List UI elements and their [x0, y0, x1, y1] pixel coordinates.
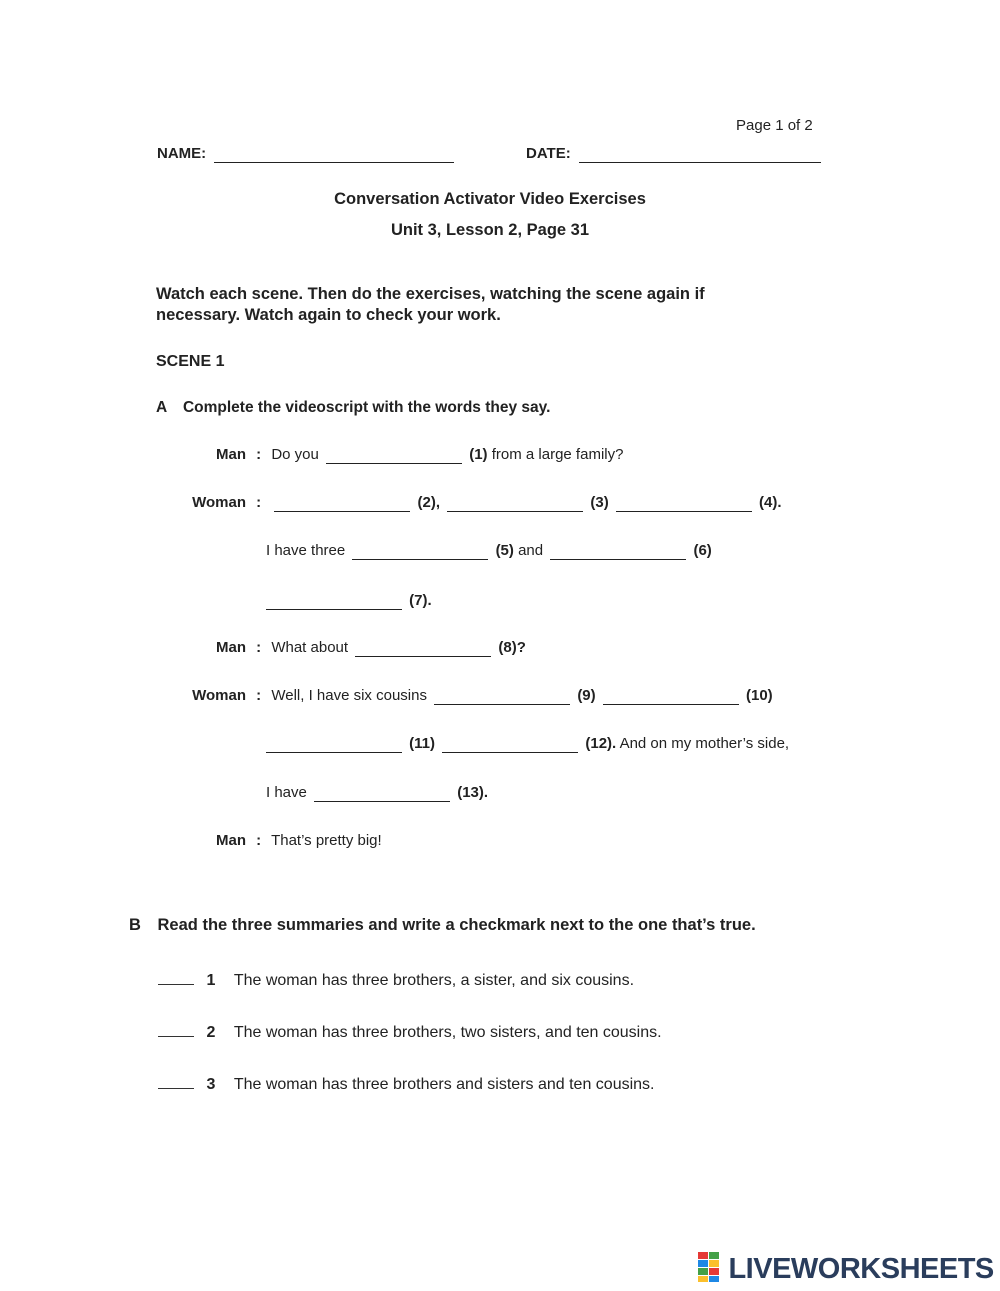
blank-number: (1) — [469, 446, 488, 463]
speaker-woman: Woman — [192, 494, 246, 511]
line-text: Do you — [271, 446, 319, 463]
dialogue-line-8 — [266, 784, 488, 802]
blank-number: (2), — [417, 494, 441, 511]
blank-5[interactable] — [352, 542, 488, 560]
line-text: I have — [266, 784, 307, 801]
blank-6[interactable] — [550, 542, 686, 560]
checkmark-blank-3[interactable] — [158, 1072, 194, 1089]
blank-4[interactable] — [616, 494, 752, 512]
section-b-prompt: Read the three summaries and write a checkmark next to the one that’s true. — [157, 916, 756, 934]
line-text: And on my mother’s side, — [619, 735, 790, 752]
blank-13[interactable] — [314, 784, 450, 802]
option-number: 3 — [206, 1076, 216, 1093]
line-text: from a large family? — [491, 446, 624, 463]
speaker-man: Man — [216, 832, 246, 849]
speaker-separator: : — [256, 494, 262, 511]
checkmark-blank-2[interactable] — [158, 1020, 194, 1037]
blank-number: (5) — [495, 542, 514, 559]
liveworksheets-cube-icon — [698, 1252, 720, 1282]
speaker-separator: : — [256, 832, 262, 849]
blank-3[interactable] — [447, 494, 583, 512]
speaker-woman: Woman — [192, 687, 246, 704]
section-b-heading — [129, 916, 756, 935]
liveworksheets-wordmark: LIVEWORKSHEETS — [728, 1253, 994, 1285]
line-text: and — [518, 542, 544, 559]
blank-number: (11) — [409, 735, 436, 752]
instructions-line-1: Watch each scene. Then do the exercises, watching the scene again if — [156, 285, 705, 303]
liveworksheets-brand — [698, 1252, 994, 1286]
line-text: Well, I have six cousins — [271, 687, 427, 704]
blank-number: (7). — [409, 592, 432, 609]
blank-number: (3) — [590, 494, 609, 511]
summary-option-1 — [158, 968, 634, 990]
name-row — [157, 145, 457, 163]
blank-2[interactable] — [274, 494, 410, 512]
blank-7[interactable] — [266, 592, 402, 610]
dialogue-line-6 — [180, 687, 773, 705]
speaker-man: Man — [216, 639, 246, 656]
date-input[interactable] — [579, 145, 821, 163]
section-b-letter: B — [129, 916, 141, 934]
blank-number: (6) — [693, 542, 712, 559]
date-label: DATE: — [526, 145, 571, 162]
dialogue-line-4 — [263, 592, 432, 610]
page-indicator: Page 1 of 2 — [736, 117, 813, 134]
option-number: 2 — [206, 1024, 216, 1041]
blank-number: (4). — [759, 494, 782, 511]
dialogue-line-7 — [263, 735, 789, 753]
summary-option-2 — [158, 1020, 662, 1042]
blank-10[interactable] — [603, 687, 739, 705]
blank-11[interactable] — [266, 735, 402, 753]
blank-1[interactable] — [326, 446, 462, 464]
blank-12[interactable] — [442, 735, 578, 753]
name-input[interactable] — [214, 145, 454, 163]
section-a-prompt: Complete the videoscript with the words they say. — [182, 399, 551, 416]
blank-number: (13). — [457, 784, 489, 801]
worksheet-title: Conversation Activator Video Exercises — [334, 190, 646, 208]
section-a-letter: A — [156, 399, 167, 416]
summary-option-3 — [158, 1072, 654, 1094]
section-a-heading — [156, 399, 550, 417]
speaker-man: Man — [216, 446, 246, 463]
option-text: The woman has three brothers and sisters and ten cousins. — [233, 1076, 655, 1093]
blank-number: (9) — [577, 687, 596, 704]
blank-number: (8)? — [498, 639, 526, 656]
option-text: The woman has three brothers, a sister, and six cousins. — [233, 972, 635, 989]
dialogue-line-5 — [180, 639, 526, 657]
blank-9[interactable] — [434, 687, 570, 705]
blank-number: (10) — [746, 687, 773, 704]
scene-label: SCENE 1 — [156, 353, 225, 370]
option-text: The woman has three brothers, two sisters, and ten cousins. — [233, 1024, 662, 1041]
date-row — [526, 145, 824, 163]
line-text: That’s pretty big! — [271, 832, 382, 849]
blank-8[interactable] — [355, 639, 491, 657]
checkmark-blank-1[interactable] — [158, 968, 194, 985]
line-text: What about — [271, 639, 349, 656]
line-text: I have three — [266, 542, 346, 559]
option-number: 1 — [206, 972, 216, 989]
dialogue-line-3 — [266, 542, 712, 560]
name-label: NAME: — [157, 145, 207, 162]
dialogue-line-9 — [180, 832, 382, 849]
speaker-separator: : — [256, 639, 262, 656]
speaker-separator: : — [256, 687, 262, 704]
dialogue-line-1 — [180, 446, 623, 464]
speaker-separator: : — [256, 446, 262, 463]
dialogue-line-2 — [180, 494, 782, 512]
blank-number: (12). — [585, 735, 617, 752]
instructions-line-2: necessary. Watch again to check your work. — [156, 306, 501, 324]
worksheet-subtitle: Unit 3, Lesson 2, Page 31 — [390, 221, 590, 239]
